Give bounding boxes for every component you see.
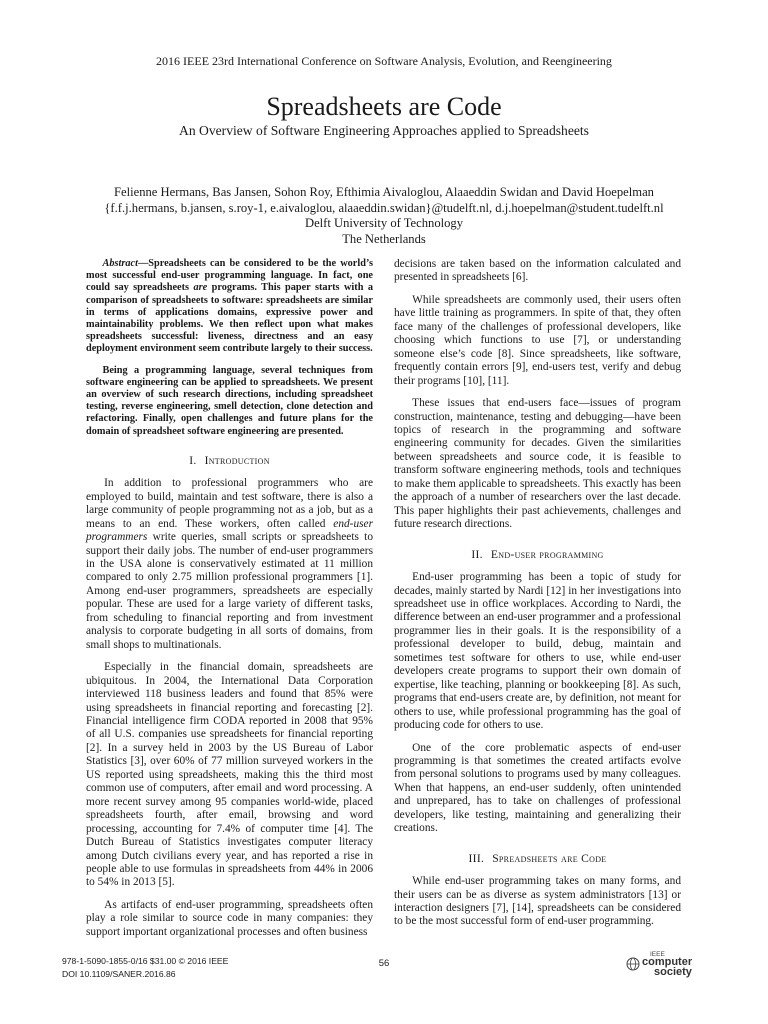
body-paragraph: These issues that end-users face—issues of program construction, maintenance, testing and debugging—have been topics of research in the programming and software engineering community for decades. Given the similarities between spreadsheets and source code, it is feasible to transform software engineering methods, tools and techniques to make them applicable to spreadsheets. This exactly has been the approach of a number of researchers over the last decade. This paper highlights their past achievements, challenges and future research directions. (394, 397, 681, 531)
logo-ieee-text: IEEE (650, 951, 665, 958)
page-number: 56 (378, 958, 390, 969)
left-column (86, 258, 373, 948)
abstract-paragraph-2: Being a programming language, several techniques from software engineering can be applied to spreadsheets. We present an overview of such research directions, including spreadsheet testing, reverse engineering, smell detection, clone detection and refactoring. Finally, open challenges and future plans for the domain of spreadsheet software engineering are presented. (86, 364, 373, 437)
body-paragraph: One of the core problematic aspects of end-user programming is that sometimes the created artifacts evolve from personal solutions to programs used by many colleagues. When that happens, an end-user suddenly, often unintended and unprepared, has to take on challenges of professional developers, like testing, maintaining and generalizing their creations. (394, 741, 681, 835)
computer-society-logo (626, 951, 706, 983)
section-heading-spreadsheets-are-code: III. Spreadsheets are Code (468, 851, 607, 865)
paper-subtitle: An Overview of Software Engineering Approaches applied to Spreadsheets (179, 123, 589, 138)
globe-icon (626, 957, 640, 971)
body-paragraph: While spreadsheets are commonly used, their users often have little training as programmers. In spite of that, they often face many of the challenges of professional developers, like choosing which functions to use [7], or understanding someone else’s code [8]. Since spreadsheets, like software, frequently contain errors [9], end-users test, verify and debug their programs [10], [11]. (394, 293, 681, 387)
paper-title: Spreadsheets are Code (266, 92, 502, 121)
right-column (394, 258, 681, 938)
author-names: Felienne Hermans, Bas Jansen, Sohon Roy, Efthimia Aivaloglou, Alaaeddin Swidan and David Hoepelman (114, 185, 654, 199)
body-paragraph: As artifacts of end-user programming, spreadsheets often play a role similar to source code in many companies: they support important organizational processes and often business (86, 898, 373, 938)
section-heading-end-user-programming: II. End-user programming (471, 547, 604, 561)
section-heading-introduction: I. Introduction (189, 453, 270, 467)
author-emails: {f.f.j.hermans, b.jansen, s.roy-1, e.aivaloglou, alaaeddin.swidan}@tudelft.nl, d.j.hoepelman@student.tudelft.nl (104, 200, 664, 215)
body-paragraph: Especially in the financial domain, spreadsheets are ubiquitous. In 2004, the International Data Corporation interviewed 118 business leaders and found that 85% were using spreadsheets in financial reporting and forecasting [2]. Financial intelligence firm CODA reported in 2008 that 95% of all U.S. companies use spreadsheets for financial reporting [2]. In a survey held in 2003 by the US Bureau of Labor Statistics [3], over 60% of 77 million surveyed workers in the US reported using spreadsheets, making this the third most common use of computers, after email and word processing. A more recent survey among 95 companies world-wide, placed spreadsheets fourth, after email, browsing and word processing, accounting for 7.4% of computer time [4]. The Dutch Bureau of Statistics investigates computer literacy among Dutch civilians every year, and has reported a rise in people able to use formulas in spreadsheets from 44% in 2006 to 54% in 2013 [5]. (86, 661, 373, 889)
footer-isbn: 978-1-5090-1855-0/16 $31.00 © 2016 IEEE (62, 956, 229, 966)
body-paragraph: End-user programming has been a topic of study for decades, mainly started by Nardi [12] in her investigations into spreadsheet use in office workplaces. According to Nardi, the difference between an end-user programmer and a professional programmer lies in their goals. It is the responsibility of a professional developer to build, debug, maintain and sometimes test software for others to use, while end-user developers create programs to support their own domain of expertise, like teaching, planning or bookkeeping [8]. As such, programs that end-users create are, by definition, not meant for others to use, while professional programming has the goal of producing code for others to use. (394, 571, 681, 732)
author-affiliation: Delft University of Technology (304, 216, 464, 230)
author-block (0, 185, 768, 247)
body-paragraph: In addition to professional programmers who are employed to build, maintain and test software, there is also a large community of people programming not as a job, but as a means to an end. These workers, often called end-user programmers write queries, small scripts or spreadsheets to support their daily jobs. The number of end-user programmers in the USA alone is conservatively estimated at 11 million compared to only 2.75 million professional programmers [1]. Among end-user programmers, spreadsheets are especially popular. These are used for a large variety of different tasks, from scheduling to financial reporting and from investment analysis to corporate budgeting in all sorts of domains, from small shops to multinationals. (86, 477, 373, 651)
body-paragraph: While end-user programming takes on many forms, and their users can be as diverse as system administrators [13] or interaction designers [7], [14], spreadsheets can be considered to be the most successful form of end-user programming. (394, 875, 681, 928)
author-country: The Netherlands (342, 231, 426, 246)
abstract-paragraph: Abstract—Spreadsheets can be considered to be the world’s most successful end-user programming language. In fact, one could say spreadsheets are programs. This paper starts with a comparison of spreadsheets to software: spreadsheets are similar in terms of applications domains, expressive power and maintainability problems. We then reflect upon what makes spreadsheets successful: liveness, directness and an easy deployment environment seem contribute largely to their success. (86, 258, 373, 355)
body-paragraph: decisions are taken based on the information calculated and presented in spreadsheets [6]. (394, 258, 681, 284)
logo-text: computer society (642, 956, 693, 978)
footer-doi: DOI 10.1109/SANER.2016.86 (62, 969, 176, 979)
abstract-label: Abstract (102, 258, 138, 269)
conference-header: 2016 IEEE 23rd International Conference on Software Analysis, Evolution, and Reengineering (156, 54, 612, 68)
